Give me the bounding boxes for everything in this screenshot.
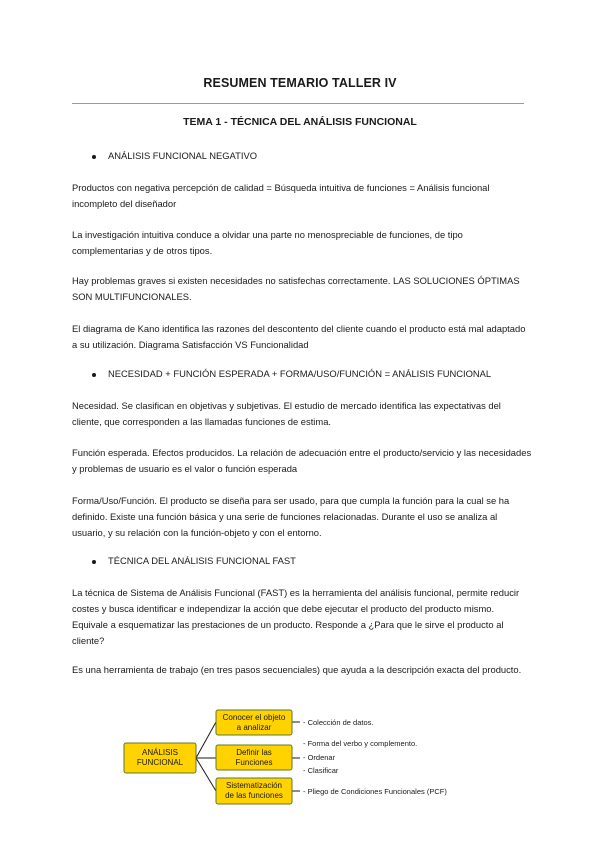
functional-analysis-diagram: [0, 700, 600, 810]
step-line: Definir las: [236, 748, 272, 757]
paragraph: La investigación intuitiva conduce a olvidar una parte no menospreciable de funciones, de tipo complementarias y de otros tipos.: [72, 229, 463, 256]
paragraph: Es una herramienta de trabajo (en tres pasos secuenciales) que ayuda a la descripción exacta del producto.: [72, 664, 522, 675]
diagram-step-box: [216, 778, 292, 804]
bullet-dot-icon: [92, 560, 96, 564]
step-note: - Forma del verbo y complemento.: [303, 739, 418, 748]
step-line: Conocer el objeto: [222, 713, 286, 722]
paragraph: Función esperada. Efectos producidos. La relación de adecuación entre el producto/servicio y las necesidades y problemas de usuario es el valor o función esperada: [72, 447, 532, 474]
paragraph: La técnica de Sistema de Análisis Funcional (FAST) es la herramienta del análisis funcional, permite reducir costes y busca identificar e independizar la acción que debe ejecutar el producto del producto mismo. Equivale a esquematizar las prestaciones de un producto. Responde a ¿Para que le sirve el producto al cliente?: [72, 587, 520, 646]
bullet-dot-icon: [92, 373, 96, 377]
root-line-2: FUNCIONAL: [136, 758, 184, 767]
bullet-label: NECESIDAD + FUNCIÓN ESPERADA + FORMA/USO/FUNCIÓN = ANÁLISIS FUNCIONAL: [108, 368, 492, 379]
paragraph: Necesidad. Se clasifican en objetivas y subjetivas. El estudio de mercado identifica las expectativas del cliente, que corresponden a las llamadas funciones de estima.: [72, 400, 501, 427]
diagram-step-box: [216, 710, 292, 735]
section-heading: TEMA 1 - TÉCNICA DEL ANÁLISIS FUNCIONAL: [183, 116, 417, 128]
paragraph: Hay problemas graves si existen necesidades no satisfechas correctamente. LAS SOLUCIONES ÓPTIMAS SON MULTIFUNCIONALES.: [72, 275, 520, 302]
paragraph: Forma/Uso/Función. El producto se diseña para ser usado, para que cumpla la función para la cual se ha definido. Existe una función básica y una serie de funciones relacionadas. Durante el uso se analiza al usuario, y su relación con la función-objeto y con el entorno.: [72, 495, 510, 538]
title-divider: [72, 103, 524, 104]
paragraph: Productos con negativa percepción de calidad = Búsqueda intuitiva de funciones = Análisis funcional incompleto del diseñador: [72, 182, 490, 209]
step-line: a analizar: [236, 723, 272, 732]
step-note: - Ordenar: [303, 753, 336, 762]
diagram-step-box: [216, 745, 292, 770]
bullet-item: [92, 555, 296, 566]
connector-line: [196, 722, 216, 758]
bullet-item: [92, 150, 257, 161]
step-line: Sistematización: [225, 781, 283, 790]
bullet-dot-icon: [92, 155, 96, 159]
connector-line: [196, 758, 216, 791]
paragraph: El diagrama de Kano identifica las razones del descontento del cliente cuando el producto está mal adaptado a su utilización. Diagrama Satisfacción VS Funcionalidad: [72, 323, 526, 350]
document-title: RESUMEN TEMARIO TALLER IV: [203, 76, 397, 90]
bullet-label: ANÁLISIS FUNCIONAL NEGATIVO: [108, 150, 257, 161]
step-note: - Colección de datos.: [303, 718, 374, 727]
step-line: Funciones: [235, 758, 273, 767]
step-note: - Clasificar: [303, 766, 339, 775]
bullet-label: TÉCNICA DEL ANÁLISIS FUNCIONAL FAST: [108, 555, 296, 566]
root-line-1: ANÁLISIS: [141, 748, 179, 757]
diagram-root-box: [124, 743, 196, 773]
step-note: - Pliego de Condiciones Funcionales (PCF): [303, 787, 447, 796]
bullet-item: [92, 368, 491, 379]
step-line: de las funciones: [225, 791, 283, 800]
